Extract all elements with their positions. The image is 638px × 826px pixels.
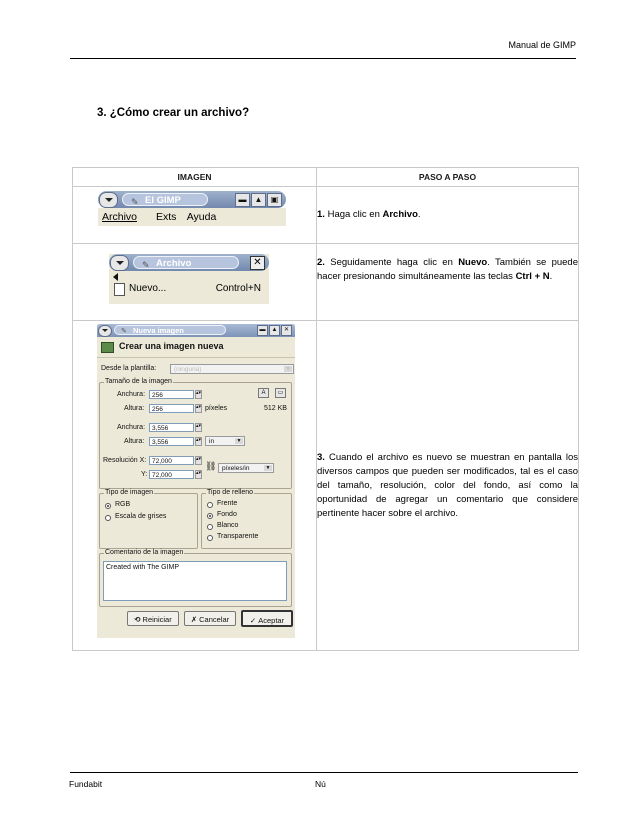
height-px-field: 256 — [149, 404, 194, 413]
gimp-logo-icon: ✎ — [121, 328, 127, 335]
step-text-cell — [317, 187, 579, 244]
fill-type-group-label: Tipo de relleno — [207, 489, 254, 496]
gimp-logo-icon: ✎ — [131, 197, 139, 207]
image-type-group — [99, 489, 198, 549]
file-size-label: 512 KB — [264, 405, 287, 412]
spinner-icon: ▴▾ — [195, 470, 202, 479]
step-text-cell — [317, 244, 579, 321]
minimize-icon: ▬ — [235, 193, 250, 207]
title-bar — [109, 254, 269, 271]
submenu-arrow-icon — [109, 271, 269, 281]
menu-exts: Exts — [155, 211, 177, 223]
title-bar — [97, 324, 295, 337]
res-x-label: Resolución X: — [103, 457, 147, 464]
radio-label: Escala de grises — [115, 513, 167, 520]
menu-ayuda: Ayuda — [186, 211, 217, 223]
gimp-logo-icon: ✎ — [142, 260, 150, 270]
step-3-text: 3. Cuando el archivo es nuevo se muestran en pantalla los diversos campos que pueden ser modificados, tal es el caso del tamaño, resolución, color del fondo, así como la oportunidad de agregar un comentario que considere pertinente hacer sobre el archivo. — [317, 451, 578, 519]
cancel-button: ✗ Cancelar — [184, 611, 236, 626]
minimize-icon: ▬ — [257, 325, 268, 336]
spinner-icon: ▴▾ — [195, 423, 202, 432]
radio-grayscale — [105, 515, 111, 521]
window-title-pill — [133, 256, 239, 269]
res-y-label: Y: — [141, 471, 148, 478]
accept-button: ✓ Aceptar — [241, 610, 293, 627]
new-document-icon — [114, 283, 125, 296]
table-row — [73, 187, 579, 244]
maximize-icon: ▲ — [269, 325, 280, 336]
image-type-group-label: Tipo de imagen — [105, 489, 153, 496]
running-header: Manual de GIMP — [508, 40, 576, 50]
res-y-field: 72,000 — [149, 470, 194, 479]
height-in-label: Altura: — [124, 438, 145, 445]
menu-item-label: Nuevo... — [129, 283, 167, 294]
step-2-text: 2. Seguidamente haga clic en Nuevo. También se puede hacer presionando simultáneamente las teclas Ctrl + N. — [317, 257, 578, 282]
radio-label: Blanco — [217, 522, 239, 529]
col-header-steps: PASO A PASO — [317, 168, 579, 187]
pixel-unit-label: píxeles — [205, 405, 228, 412]
chain-link-icon: ⛓ — [205, 461, 217, 471]
portrait-icon: A — [258, 388, 269, 398]
unit-combo: in ▼ — [205, 436, 245, 446]
dialog-heading: Crear una imagen nueva — [119, 341, 224, 351]
archivo-menu-screenshot — [109, 254, 269, 304]
spinner-icon: ▴▾ — [195, 404, 202, 413]
section-title: 3. ¿Cómo crear un archivo? — [97, 107, 250, 119]
comment-group — [99, 549, 292, 607]
window-menu-icon — [110, 255, 129, 271]
height-label: Altura: — [124, 405, 145, 412]
menu-bar — [98, 208, 286, 226]
step-text-cell — [317, 321, 579, 651]
radio-frente — [207, 502, 213, 508]
header-rule — [70, 58, 576, 59]
width-px-field: 256 — [149, 390, 194, 399]
radio-fondo — [207, 513, 213, 519]
radio-label: Transparente — [217, 533, 259, 540]
width-in-field: 3,556 — [149, 423, 194, 432]
template-combo: (ninguna) ▼ — [170, 364, 294, 374]
step-1-text: 1. Haga clic en Archivo. — [317, 209, 421, 220]
table-header-row — [73, 168, 579, 187]
table-row — [73, 244, 579, 321]
close-icon: ✕ — [250, 256, 265, 270]
image-cell — [73, 187, 317, 244]
template-label: Desde la plantilla: — [101, 365, 157, 372]
window-title: Archivo — [156, 258, 192, 269]
image-cell — [73, 321, 317, 651]
comment-group-label: Comentario de la imagen — [105, 549, 184, 556]
radio-transparente — [207, 535, 213, 541]
restore-icon: ▣ — [267, 193, 282, 207]
close-icon: ✕ — [281, 325, 292, 336]
image-cell — [73, 244, 317, 321]
menu-item-shortcut: Control+N — [215, 283, 261, 294]
maximize-icon: ▲ — [251, 193, 266, 207]
dropdown-icon: ▼ — [265, 465, 271, 471]
height-in-field: 3,556 — [149, 437, 194, 446]
width-label: Anchura: — [117, 391, 146, 398]
dropdown-icon: ▼ — [236, 438, 242, 444]
fill-type-group — [201, 489, 292, 549]
radio-blanco — [207, 524, 213, 530]
res-unit-combo: píxeles/in ▼ — [218, 463, 274, 473]
comment-textarea: Created with The GIMP — [103, 561, 287, 601]
landscape-icon: ▭ — [275, 388, 286, 398]
title-bar — [98, 191, 286, 208]
col-header-image: IMAGEN — [73, 168, 317, 187]
spinner-icon: ▴▾ — [195, 437, 202, 446]
new-image-dialog-screenshot — [97, 324, 295, 638]
steps-table — [72, 167, 579, 651]
menu-archivo: Archivo — [102, 211, 138, 223]
reset-button: ⟲ Reiniciar — [127, 611, 179, 626]
window-title-pill — [122, 193, 208, 206]
spinner-icon: ▴▾ — [195, 390, 202, 399]
window-menu-icon — [99, 192, 118, 208]
res-x-field: 72,000 — [149, 456, 194, 465]
footer-rule — [70, 772, 578, 773]
menu-item-nuevo — [109, 281, 269, 297]
size-group — [99, 378, 292, 489]
window-title-pill — [114, 325, 226, 335]
new-image-icon — [101, 342, 114, 353]
window-title: El GIMP — [145, 195, 181, 206]
radio-rgb — [105, 503, 111, 509]
footer-page-number: Nú — [315, 779, 326, 789]
window-menu-icon — [98, 325, 112, 337]
size-group-label: Tamaño de la imagen — [105, 378, 172, 385]
dropdown-icon: ▼ — [285, 366, 291, 372]
radio-label: Fondo — [217, 511, 237, 518]
table-row — [73, 321, 579, 651]
window-title: Nueva imagen — [133, 326, 184, 335]
radio-label: Frente — [217, 500, 238, 507]
radio-label: RGB — [115, 501, 131, 508]
footer-left: Fundabit — [69, 779, 103, 789]
dialog-header — [97, 337, 295, 358]
width-in-label: Anchura: — [117, 424, 146, 431]
gimp-main-window-screenshot — [98, 191, 286, 237]
spinner-icon: ▴▾ — [195, 456, 202, 465]
